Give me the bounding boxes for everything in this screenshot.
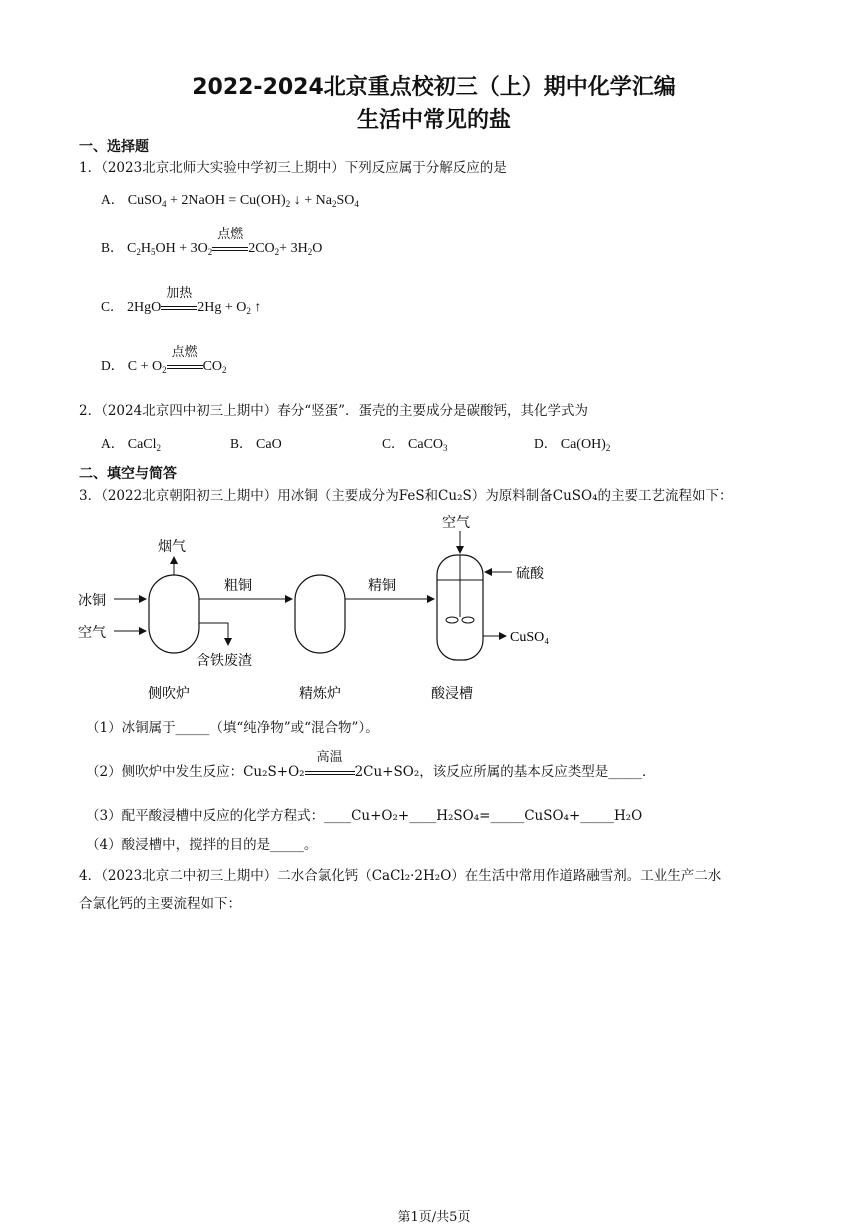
q2-option-a: A． CaCl$_2$ xyxy=(101,436,162,453)
condition-arrow: 加热 xyxy=(161,300,197,316)
option-label: A． xyxy=(101,192,125,207)
refining-furnace-shape xyxy=(295,575,345,653)
arrow-waste xyxy=(199,623,228,645)
label-product-cuso4: CuSO₄ xyxy=(510,630,550,645)
option-label: C． xyxy=(101,299,124,314)
label-input-air: 空气 xyxy=(78,625,106,641)
label-input-ice-copper: 冰铜 xyxy=(78,593,106,609)
label-acid-tank: 酸浸槽 xyxy=(431,686,473,702)
label-refined-copper: 精铜 xyxy=(368,578,396,594)
q4-stem-line2: 合氯化钙的主要流程如下： xyxy=(79,896,241,912)
label-iron-waste: 含铁废渣 xyxy=(196,653,252,669)
q3-part1: （1）冰铜属于_____（填“纯净物”或“混合物”）。 xyxy=(86,720,379,736)
q2-option-d: D． $Ca(OH)_2$ xyxy=(534,436,611,453)
option-label: A． xyxy=(101,436,125,451)
option-label: D． xyxy=(101,358,125,373)
q3-part3: （3）配平酸浸槽中反应的化学方程式：____Cu+O₂+____H₂SO₄=_____CuSO₄+_____H₂O xyxy=(86,808,643,824)
label-smoke: 烟气 xyxy=(158,539,186,555)
section-heading-fill: 二、填空与简答 xyxy=(79,466,177,482)
q1-option-b: B． $C_2H_5OH + 3O_2$ 点燃 $2CO_2+ 3H_2O$ xyxy=(101,227,323,257)
q2-option-b xyxy=(230,432,282,453)
section-heading-choice: 一、选择题 xyxy=(79,139,149,155)
q3-part2-post: 2Cu+SO₂，该反应所属的基本反应类型是_____． xyxy=(354,764,656,780)
option-label: B． xyxy=(230,436,253,451)
q1-option-d: D． $C + O_2$ 点燃 $CO_2$ xyxy=(101,345,227,375)
condition-arrow: 点燃 xyxy=(212,241,248,257)
q1-option-a xyxy=(101,188,359,209)
condition-arrow: 点燃 xyxy=(167,359,203,375)
condition-arrow: 高温 xyxy=(305,764,355,780)
side-blow-furnace-shape xyxy=(149,575,199,653)
q3-part2 xyxy=(86,750,656,780)
q2-option-c: C． CaCO$_3$ xyxy=(382,436,448,453)
option-label: B． xyxy=(101,240,124,255)
option-label: D． xyxy=(534,436,558,451)
page-title: 2022-2024北京重点校初三（上）期中化学汇编 xyxy=(192,75,676,100)
label-sulfuric-acid: 硫酸 xyxy=(516,566,544,582)
q1-option-c: C． 2HgO 加热 $2Hg + O_2$ ↑ xyxy=(101,286,262,316)
q3-part2-pre: （2）侧吹炉中发生反应：Cu₂S+O₂ xyxy=(86,764,305,780)
q3-stem: 3．（2022北京朝阳初三上期中）用冰铜（主要成分为FeS和Cu₂S）为原料制备CuSO₄的主要工艺流程如下： xyxy=(79,488,733,504)
label-air-top: 空气 xyxy=(442,515,470,531)
q1-stem: 1．（2023北京北师大实验中学初三上期中）下列反应属于分解反应的是 xyxy=(79,160,507,176)
stirrer-blade-left xyxy=(446,617,458,623)
equation-a: CuSO$_4$ + 2NaOH = $Cu(OH)_2$ ↓ + $Na_2SO_4$ xyxy=(127,193,359,209)
page-number: 第1页/共5页 xyxy=(397,1210,471,1225)
label-refining-furnace: 精炼炉 xyxy=(299,686,341,702)
stirrer-blade-right xyxy=(462,617,474,623)
option-text: CaO xyxy=(256,437,282,452)
label-side-blow-furnace: 侧吹炉 xyxy=(148,686,190,702)
process-flow-diagram xyxy=(70,505,590,710)
equation-b: $C_2H_5OH + 3O_2$ xyxy=(127,241,213,257)
option-label: C． xyxy=(382,436,405,451)
q4-stem-line1: 4．（2023北京二中初三上期中）二水合氯化钙（CaCl₂·2H₂O）在生活中常用作道路融雪剂。工业生产二水 xyxy=(79,868,722,884)
label-crude-copper: 粗铜 xyxy=(224,578,252,594)
q3-part4: （4）酸浸槽中，搅拌的目的是_____。 xyxy=(86,837,318,853)
page-subtitle: 生活中常见的盐 xyxy=(356,108,511,133)
q2-stem: 2．（2024北京四中初三上期中）春分“竖蛋”．蛋壳的主要成分是碳酸钙，其化学式为 xyxy=(79,403,588,419)
